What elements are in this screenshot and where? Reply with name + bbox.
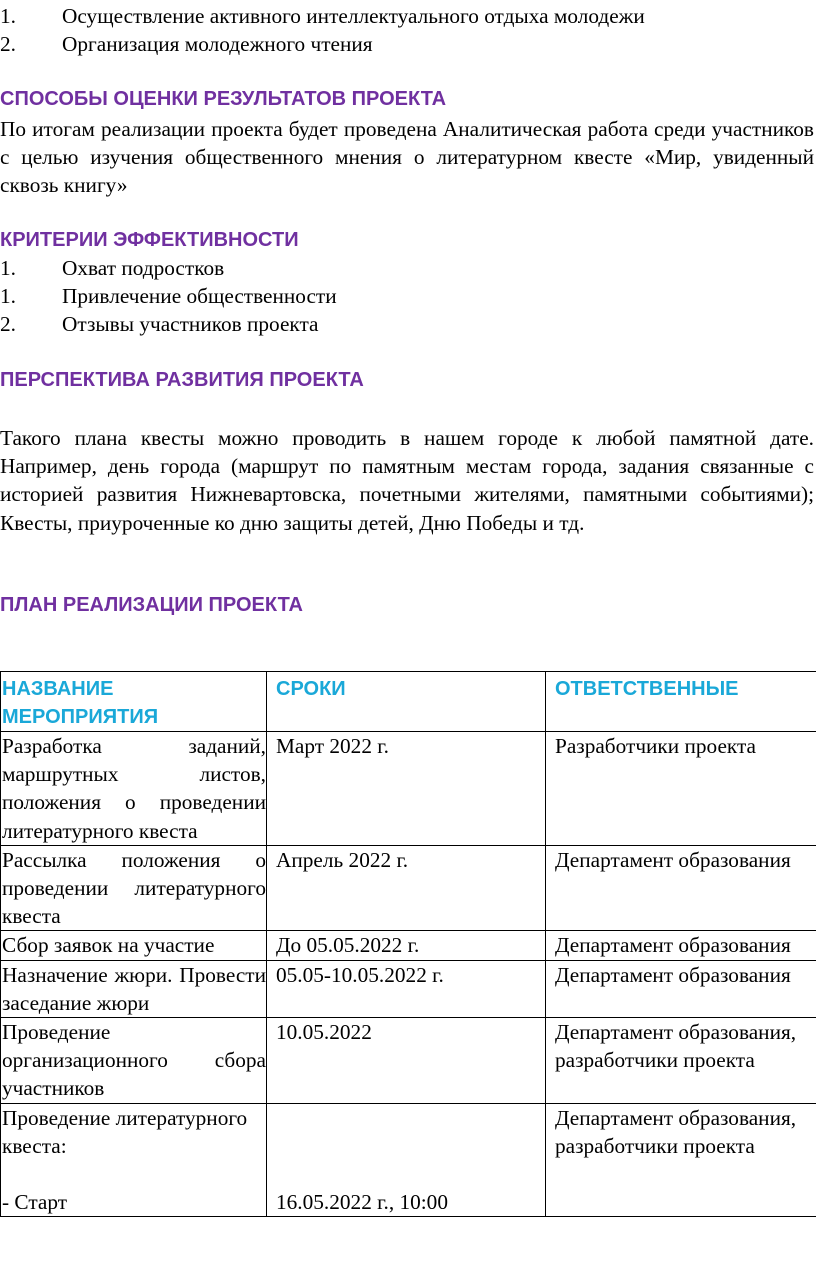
list-number: 1. [0, 284, 16, 308]
event-cell: Рассылка положения о проведении литературного квеста [1, 845, 267, 931]
intro-list-item [0, 30, 373, 58]
table-row [1, 732, 816, 846]
event-cell: Проведение организационного сбора участников [1, 1018, 267, 1104]
intro-list-item [0, 2, 645, 30]
evaluation-paragraph: По итогам реализации проекта будет проведена Аналитическая работа среди участников с целью изучения общественного мнения о литературном квесте «Мир, увиденный сквозь книгу» [0, 117, 814, 198]
event-cell: Сбор заявок на участие [1, 931, 267, 960]
criteria-heading: КРИТЕРИИ ЭФФЕКТИВНОСТИ [0, 229, 299, 251]
responsible-cell: Департамент образования [546, 960, 816, 1017]
event-cell [1, 1103, 267, 1217]
list-number: 1. [0, 256, 16, 280]
list-number: 2. [0, 312, 16, 336]
table-row [1, 1018, 816, 1104]
responsible-cell: Департамент образования, разработчики проекта [546, 1018, 816, 1104]
table-row [1, 1103, 816, 1217]
dates-cell [267, 1103, 546, 1217]
cell-spacer [276, 1160, 545, 1188]
list-text: Охват подростков [62, 256, 225, 280]
cell-spacer [276, 1132, 545, 1160]
dates-cell: Март 2022 г. [267, 732, 546, 846]
dates-cell-text: 16.05.2022 г., 10:00 [276, 1190, 448, 1215]
column-header-event: НАЗВАНИЕ МЕРОПРИЯТИЯ [1, 672, 267, 732]
dates-cell: 10.05.2022 [267, 1018, 546, 1104]
list-number: 1. [0, 4, 16, 28]
list-text: Организация молодежного чтения [62, 32, 373, 56]
plan-table [0, 671, 816, 1217]
perspective-heading: ПЕРСПЕКТИВА РАЗВИТИЯ ПРОЕКТА [0, 369, 364, 391]
responsible-cell: Департамент образования, разработчики проекта [546, 1103, 816, 1217]
column-header-responsible: ОТВЕТСТВЕННЫЕ [546, 672, 816, 732]
list-text: Осуществление активного интеллектуального отдыха молодежи [62, 4, 645, 28]
responsible-cell: Департамент образования [546, 845, 816, 931]
list-text: Привлечение общественности [62, 284, 337, 308]
event-cell-subtext: - Старт [2, 1190, 68, 1215]
dates-cell: 05.05-10.05.2022 г. [267, 960, 546, 1017]
criteria-item [0, 310, 319, 338]
responsible-cell: Разработчики проекта [546, 732, 816, 846]
event-cell: Назначение жюри. Провести заседание жюри [1, 960, 267, 1017]
table-header-row [1, 672, 816, 732]
responsible-cell: Департамент образования [546, 931, 816, 960]
table-row [1, 931, 816, 960]
dates-cell: До 05.05.2022 г. [267, 931, 546, 960]
column-header-dates: СРОКИ [267, 672, 546, 732]
cell-spacer [2, 1160, 266, 1188]
criteria-item [0, 282, 337, 310]
cell-spacer [276, 1104, 545, 1132]
table-row [1, 960, 816, 1017]
dates-cell: Апрель 2022 г. [267, 845, 546, 931]
perspective-paragraph: Такого плана квесты можно проводить в нашем городе к любой памятной дате. Например, день города (маршрут по памятным местам города, задания связанные с историей развития Нижневартовска, почетными жителями, памятными событиями); Квесты, приуроченные ко дню защиты детей, Дню Победы и тд. [0, 426, 814, 535]
event-cell: Разработка заданий, маршрутных листов, положения о проведении литературного квеста [1, 732, 267, 846]
evaluation-heading: СПОСОБЫ ОЦЕНКИ РЕЗУЛЬТАТОВ ПРОЕКТА [0, 88, 447, 110]
plan-heading: ПЛАН РЕАЛИЗАЦИИ ПРОЕКТА [0, 594, 303, 616]
table-row [1, 845, 816, 931]
list-number: 2. [0, 32, 16, 56]
criteria-item [0, 254, 224, 282]
list-text: Отзывы участников проекта [62, 312, 319, 336]
event-cell-text: Проведение литературного квеста: [2, 1105, 248, 1158]
